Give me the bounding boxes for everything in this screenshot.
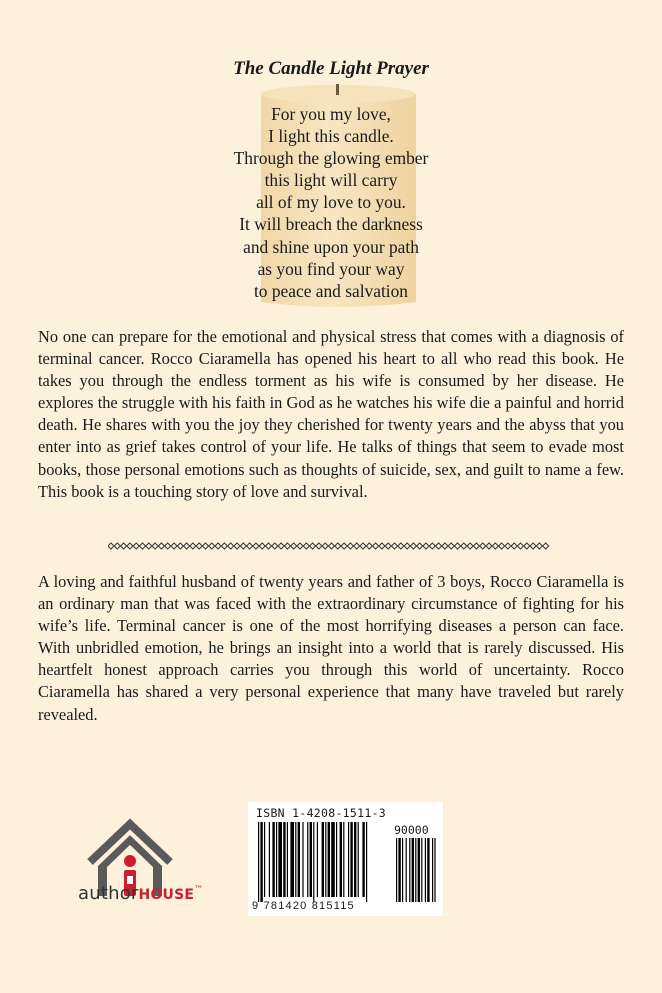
description-paragraph-1: No one can prepare for the emotional and physical stress that comes with a diagnosis of terminal cancer. Rocco Ciaramella has opened his heart to all who read this book. He takes you through the endless torment as his wife is consumed by her disease. He explores the struggle with his faith in God as he watches his wife die a painful and horrid death. He shares with you the joy they cherished for twenty years and the abyss that you enter into as grief takes control of your life. He talks of things that seem to evade most books, those personal emotions such as thoughts of suicide, sex, and guilt to name a few. This book is a touching story of love and survival. (38, 327, 624, 501)
trademark-symbol: ™ (194, 885, 204, 895)
poem-line: this light will carry (264, 170, 398, 191)
poem-line: and shine upon your path (243, 236, 419, 257)
poem-line: It will breach the darkness (239, 214, 423, 235)
poem-title: The Candle Light Prayer (233, 58, 429, 79)
poem-line: all of my love to you. (256, 192, 406, 213)
barcode-bars (248, 802, 443, 916)
publisher-name-part2: HOUSE (138, 887, 195, 903)
poem-line: I light this candle. (268, 126, 394, 147)
ean-digits: 9 781420 815115 (252, 900, 355, 912)
poem (0, 103, 662, 302)
ornamental-divider (108, 540, 552, 552)
description-paragraph-2: A loving and faithful husband of twenty years and father of 3 boys, Rocco Ciaramella is an ordinary man that was faced with the extraordinary circumstance of fighting for his wife’s life. Terminal cancer is one of the most horrifying diseases a person can face. With unbridled emotion, he brings an insight into a world that is rarely discussed. His heartfelt honest approach carries you through this world of uncertainty. Rocco Ciaramella has shared a very personal experience that many have traveled but rarely revealed. (38, 572, 624, 724)
candle-wick (336, 84, 339, 95)
isbn-label: ISBN 1-4208-1511-3 (256, 806, 387, 820)
barcode-panel (248, 802, 443, 916)
poem-line: For you my love, (271, 104, 391, 124)
publisher-name-part1: author (78, 883, 139, 904)
price-code: 90000 (394, 823, 429, 837)
poem-line: to peace and salvation (253, 280, 409, 301)
poem-line: as you find your way (257, 258, 405, 279)
poem-line: Through the glowing ember (233, 148, 429, 169)
publisher-wordmark (78, 883, 203, 904)
